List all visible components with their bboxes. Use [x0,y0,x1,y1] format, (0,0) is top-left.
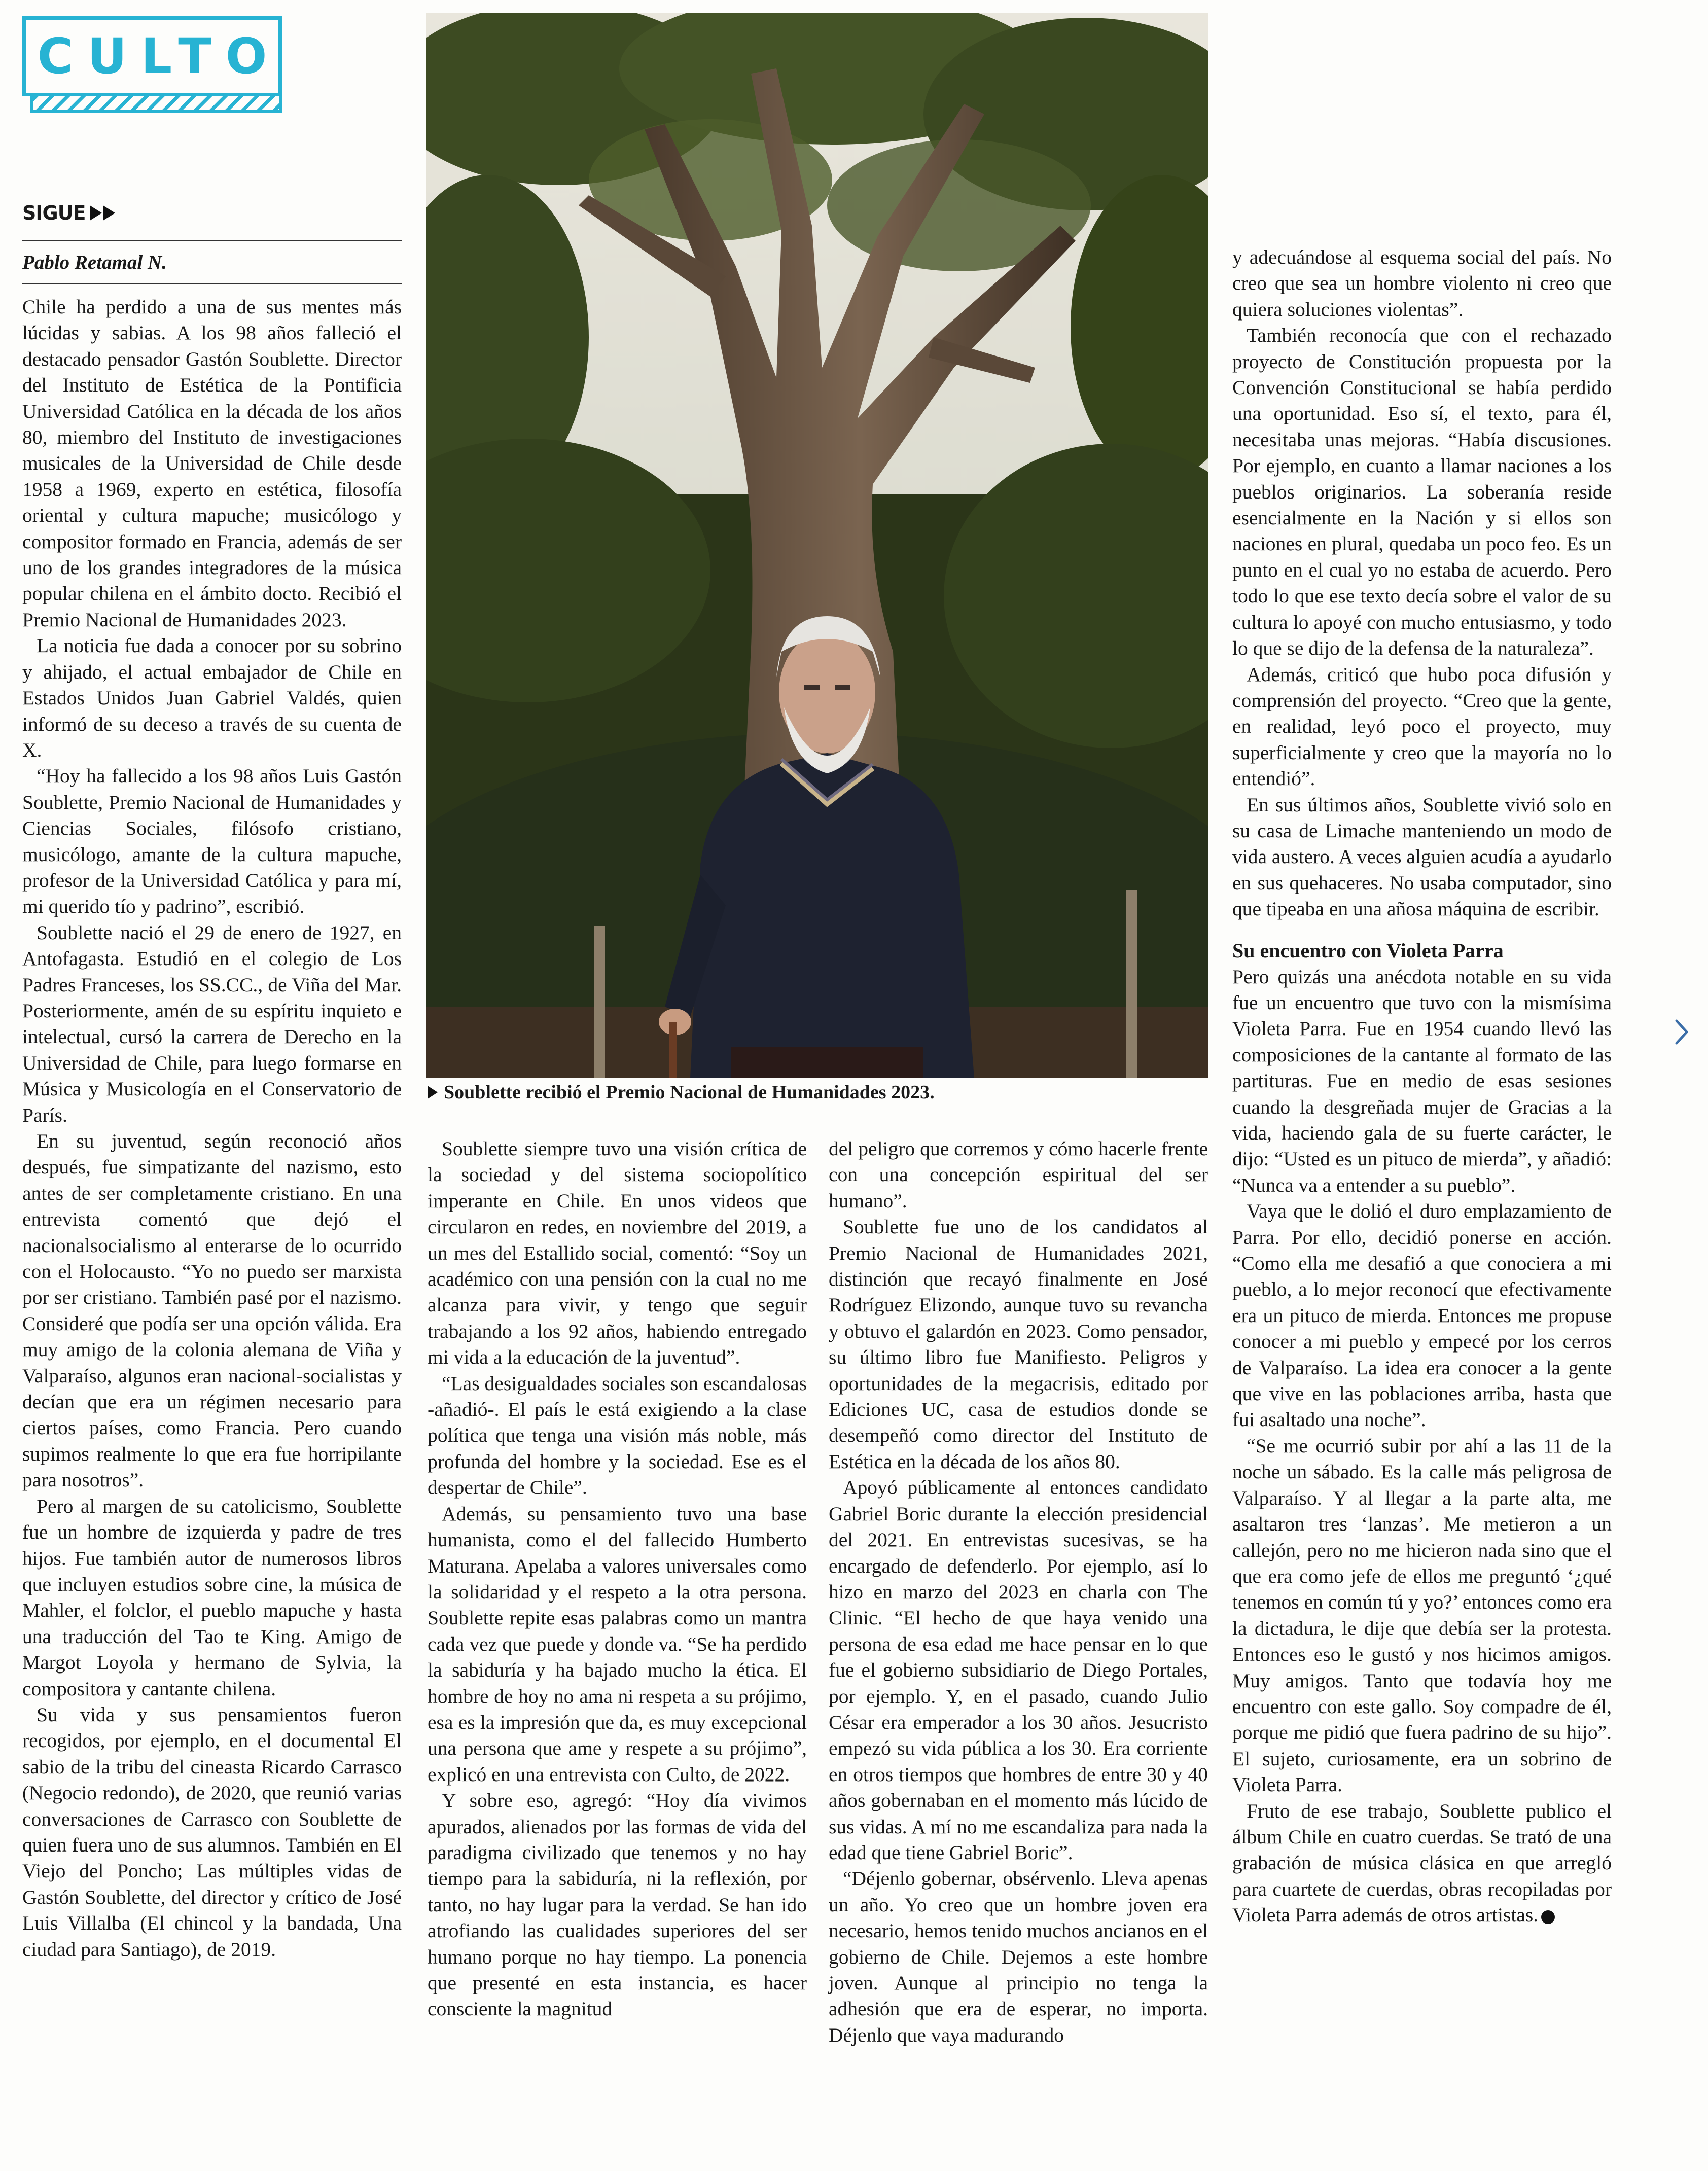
paragraph: Apoyó públicamente al entonces candidato Gabriel Boric durante la elección presidencial del 2021. En entrevistas sucesivas, se ha encargado de defenderlo. Por ejemplo, así lo hizo en marzo del 2023 en charla con The Clinic. “El hecho de que haya venido una persona de esa edad me hace pensar en lo que fue el gobierno subsidiario de Diego Portales, por ejemplo. Y, en el pasado, cuando Julio César era emperador a los 30 años. Jesucristo empezó su vida pública a los 30. Era corriente en otros tiempos que hombres de entre 30 y 40 años gobernaban en el momento más lúcido de sus vidas. A mí no me escandaliza para nada la edad que tiene Gabriel Boric”. [829,1476,1208,1864]
paragraph: y adecuándose al esquema social del país. No creo que sea un hombre violento ni creo que quiera soluciones violentas”. [1232,246,1612,321]
paragraph: Soublette siempre tuvo una visión crítica de la sociedad y del sistema sociopolítico imperante en Chile. En unos videos que circularon en redes, en noviembre del 2019, a un mes del Estallido social, comentó: “Soy un académico con una pensión con la cual no me alcanza para vivir, y tengo que seguir trabajando a los 92 años, habiendo entregado mi vida a la educación de la juventud”. [428,1137,807,1369]
end-dot-icon [1541,1910,1555,1924]
paragraph: del peligro que corremos y cómo hacerle frente con una concepción espiritual del ser humano”. [829,1137,1208,1212]
paragraph: Además, su pensamiento tuvo una base humanista, como el del fallecido Humberto Maturana. Apelaba a valores universales como la solidaridad y el respeto a la otra persona. Soublette repite esas palabras como un mantra cada vez que puede y donde va. “Se ha perdido la sabiduría y ha bajado mucho la ética. El hombre de hoy no ama ni respeta a su prójimo, esa es la impresión que da, es muy excepcional una persona que ame y respete a su prójimo”, explicó en una entrevista con Culto, de 2022. [428,1502,807,1786]
paragraph: También reconocía que con el rechazado proyecto de Constitución propuesta por la Convención Constitucional se había perdido una oportunidad. Eso sí, el texto, para él, necesitaba unas mejoras. “Había discusiones. Por ejemplo, en cuanto a llamar naciones a los pueblos originarios. La soberanía reside esencialmente en la Nación y si ellos son naciones en plural, quedaba un poco feo. Es un punto en el cual yo no estaba de acuerdo. Pero todo lo que ese texto decía sobre el valor de su cultura lo apoyé con mucho entusiasmo, y todo lo que se dijo de la defensa de la naturaleza”. [1232,324,1612,660]
paragraph: Soublette nació el 29 de enero de 1927, en Antofagasta. Estudió en el colegio de Los Padres Franceses, los SS.CC., de Viña del Mar. Posteriormente, amén de su espíritu inquieto e intelectual, cursó la carrera de Derecho en la Universidad de Chile, para luego formarse en Música y Musicología en el Conservatorio de París. [22,921,402,1126]
portrait-photo [426,13,1208,1078]
byline: Pablo Retamal N. [22,252,167,273]
paragraph: Y sobre eso, agregó: “Hoy día vivimos apurados, alienados por las formas de vida del paradigma civilizado que tenemos y no hay tiempo para la sabiduría, ni la reflexión, por tanto, no hay lugar para la verdad. Se han ido atrofiando las cualidades superiores del ser humano porque no hay tiempo. La ponencia que presenté en esta instancia, es hacer consciente la magnitud [428,1789,807,2020]
paragraph: En sus últimos años, Soublette vivió solo en su casa de Limache manteniendo un modo de vida austero. A veces alguien acudía a ayudarlo en sus quehaceres. No usaba computador, sino que tipeaba en una añosa máquina de escribir. [1232,793,1612,920]
paragraph: Vaya que le dolió el duro emplazamiento de Parra. Por ello, decidió ponerse en acción. “Como ella me desafió a que conociera a mi pueblo, a lo mejor reconocí que efectivamente era un pituco de mierda. Entonces me propuse conocer a mi pueblo y empecé por los cerros de Valparaíso. La idea era conocer a la gente que vive en las poblaciones arriba, hasta que fui asaltado una noche”. [1232,1200,1612,1431]
photo-caption [428,1081,935,1104]
caption-text: Soublette recibió el Premio Nacional de Humanidades 2023. [444,1082,935,1103]
paragraph: Pero al margen de su catolicismo, Soublette fue un hombre de izquierda y padre de tres hijos. Fue también autor de numerosos libros que incluyen estudios sobre cine, la música de Mahler, el folclor, el pueblo mapuche y hasta una traducción del Tao te King. Amigo de Margot Loyola y hermano de Sylvia, la compositora y cantante chilena. [22,1494,402,1700]
paragraph: Su vida y sus pensamientos fueron recogidos, por ejemplo, en el documental El sabio de la tribu del cineasta Ricardo Carrasco (Negocio redondo), de 2020, que reunió varias conversaciones de Carrasco con Soublette de quien fuera uno de sus alumnos. También en El Viejo del Poncho; Las múltiples vidas de Gastón Soublette, del director y crítico de José Luis Villalba (El chincol y la bandada, Una ciudad para Santiago), de 2019. [22,1703,402,1961]
paragraph: Pero quizás una anécdota notable en su vida fue un encuentro que tuvo con la mismísima Violeta Parra. Fue en 1954 cuando llevó las composiciones de la cantante al formato de las partituras. Fue en medio de esas sesiones cuando la desgreñada mujer de Gracias a la vida, haciendo gala de su fuerte carácter, le dijo: “Usted es un pituco de mierda”, y añadió: “Nunca va a entender a su pueblo”. [1232,965,1612,1196]
sigue-label [22,202,402,224]
article-column-3 [829,1136,1208,2048]
paragraph: “Déjenlo gobernar, obsérvenlo. Lleva apenas un año. Yo creo que un hombre joven era necesario, hemos tenido muchos ancianos en el gobierno de Chile. Dejemos a este hombre joven. Aunque al principio no tenga la adhesión que era de esperar, no importa. Déjenlo que vaya madurando [829,1867,1208,2046]
sigue-text: SIGUE [22,202,86,224]
paragraph: La noticia fue dada a conocer por su sobrino y ahijado, el actual embajador de Chile en Estados Unidos Juan Gabriel Valdés, quien informó de su deceso a través de su cuenta de X. [22,634,402,761]
divider-top [22,240,402,241]
article-column-4 [1232,244,1612,1929]
paragraph-text: Fruto de ese trabajo, Soublette publico el álbum Chile en cuatro cuerdas. Se trató de una grabación de música clásica en que arregló para cuartete de cuerdas, obras recopiladas por Violeta Parra además de otros artistas. [1232,1799,1612,1927]
paragraph-last [1232,1798,1612,1929]
article-column-1 [22,294,402,1963]
paragraph: Además, criticó que hubo poca difusión y comprensión del proyecto. “Creo que la gente, en realidad, leyó poco el proyecto, muy superficialmente y creo que la mayoría no lo entendió”. [1232,663,1612,790]
paragraph: Chile ha perdido a una de sus mentes más lúcidas y sabias. A los 98 años falleció el destacado pensador Gastón Soublette. Director del Instituto de Estética de la Pontificia Universidad Católica en la década de los años 80, miembro del Instituto de investigaciones musicales de la Universidad de Chile desde 1958 a 1969, experto en estética, filosofía oriental y cultura mapuche; musicólogo y compositor formado en Francia, además de ser uno de los grandes integradores de la música popular chilena en el ámbito docto. Recibió el Premio Nacional de Humanidades 2023. [22,296,402,631]
next-page-button[interactable] [1668,1014,1695,1050]
caption-arrow-icon [428,1086,438,1099]
logo-stripes [30,96,282,113]
culto-logo [22,16,286,118]
article-column-2 [428,1136,807,2022]
subheading: Su encuentro con Violeta Parra [1232,939,1504,962]
paragraph: “Las desigualdades sociales son escandalosas -añadió-. El país le está exigiendo a la clase política que tenga una visión más noble, más profunda del hombre y la sociedad. Ese es el despertar de Chile”. [428,1372,807,1499]
chevron-right-icon [1673,1018,1691,1046]
paragraph: En su juventud, según reconoció años después, fue simpatizante del nazismo, esto antes de ser completamente cristiano. En una entrevista comentó que dejó el nacionalsocialismo al enterarse de lo ocurrido con el Holocausto. “Yo no puedo ser marxista por ser cristiano. También pasé por el nazismo. Consideré que podía ser una opción válida. Era muy amigo de la colonia alemana de Viña y Valparaíso, algunos eran nacional-socialistas y decían que era un régimen necesario para ciertos países, como Francia. Pero cuando supimos realmente lo que era fue horripilante para nosotros”. [22,1130,402,1491]
paragraph: Soublette fue uno de los candidatos al Premio Nacional de Humanidades 2021, distinción que recayó finalmente en José Rodríguez Elizondo, aunque tuvo su revancha y obtuvo el galardón en 2023. Como pensador, su último libro fue Manifiesto. Peligros y oportunidades de la megacrisis, editado por Ediciones UC, casa de estudios donde se desempeñó como director del Instituto de Estética en la década de los años 80. [829,1216,1208,1473]
logo-text: CULTO [37,28,281,85]
double-arrow-icon [90,205,115,221]
paragraph: “Hoy ha fallecido a los 98 años Luis Gastón Soublette, Premio Nacional de Humanidades y Ciencias Sociales, filósofo cristiano, musicólogo, amante de la cultura mapuche, profesor de la Universidad Católica y para mí, mi querido tío y padrino”, escribió. [22,765,402,918]
divider-byline [22,283,402,284]
paragraph: “Se me ocurrió subir por ahí a las 11 de la noche un sábado. Es la calle más peligrosa de Valparaíso. Y al llegar a la parte alta, me asaltaron tres ‘lanzas’. Me metieron a un callejón, pero no me hicieron nada sino que el que era como jefe de ellos me preguntó ‘¿qué tenemos en común tú y yo?’ entonces como era la dictadura, le dije que debía ser la protesta. Entonces eso le gustó y nos hicimos amigos. Muy amigos. Tanto que todavía hoy me encuentro con este gallo. Soy compadre de él, porque me pidió que fuera padrino de su hijo”. El sujeto, curiosamente, era un sobrino de Violeta Parra. [1232,1434,1612,1796]
